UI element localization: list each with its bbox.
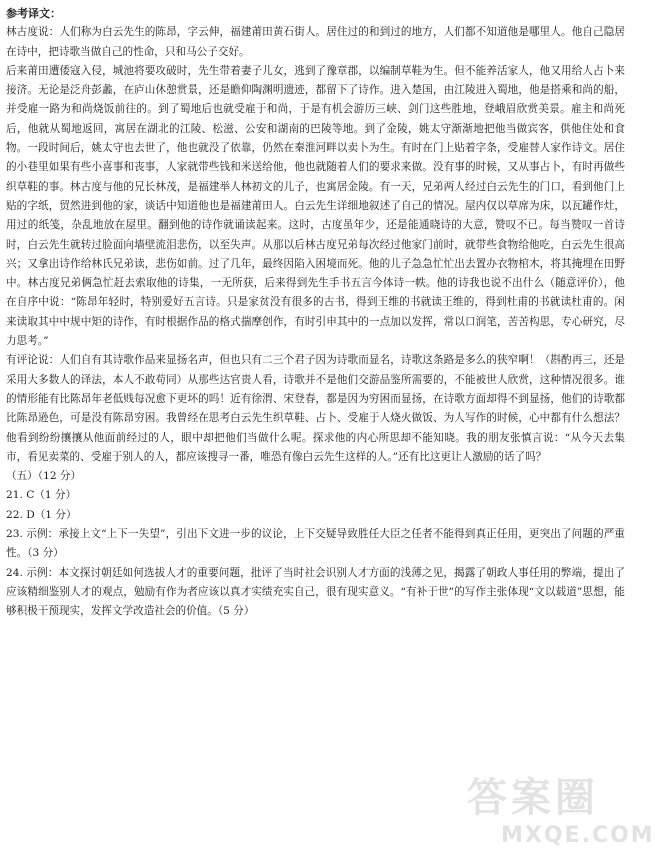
answer-23: 23. 示例：承接上文“上下一失望”，引出下文进一步的议论，上下交疑导致胜任大臣之任者不能得到真正任用，更突出了问题的严重性。（3 分） xyxy=(6,528,625,560)
watermark-logo xyxy=(461,774,655,852)
answer-21: 21. C（1 分） xyxy=(6,489,77,502)
answer-24: 24. 示例：本文探讨朝廷如何选拔人才的重要问题，批评了当时社会识别人才方面的浅薄之见，揭露了朝政人事任用的弊端，提出了应该精细鉴别人才的观点，勉励有作为者应该以真才实绩充实自己，很有现实意义。“有补于世”的写作主张体现“文以载道”思想，能够积极干预现实，发挥文学改造社会的价值。（5 分） xyxy=(6,566,625,618)
translation-paragraph-2: 后来莆田遭倭寇入侵，城池将要攻破时，先生带着妻子儿女，逃到了豫章郡，以编制草鞋为生。但不能养活家人，他又用给人占卜来接济。无论是泛舟彭蠡，在庐山休憩赏景，还是瞻仰陶渊明遗迹，都留下了诗作。进入楚国，由江陵进入蜀地，他是搭乘和尚的船，并受雇一路为和尚烧饭前往的。到了蜀地后也就受雇于和尚，于是有机会游历三峡、剑门这些胜地，登峨眉欣赏美景。雇主和尚死后，他就从蜀地返回，寓居在湖北的江陵、松滋、公安和湖南的巴陵等地。到了金陵，姚太守渐渐地把他当做宾客，供他住处和食物。一段时间后，姚太守也去世了，他也就没了依靠，仍然在秦淮河畔以卖卜为生。有时在门上贴着字条，受雇替人家作诗文。居住的小巷里如果有些小喜事和丧事，人家就带些钱和米送给他，他也就随着人们的要求来做。没有事的时候，又从事占卜，有时再做些织草鞋的事。林古度与他的兄长林茂，是福建举人林初文的儿子，也寓居金陵。有一天，兄弟两人经过白云先生的门口，看到他门上贴的字纸，贸然进到他的家，谈话中知道他也是福建莆田人。白云先生详细地叙述了自己的情况。屋内仅以草席为床，以瓦罐作灶，用过的纸笺，杂乱地放在屋里。翻到他的诗作就诵读起来。这时，古度虽年少，还是能通晓诗的大意，赞叹不已。每当赞叹一首诗时，白云先生就转过脸面向墙壁流泪悲伤，以至失声。从那以后林古度兄弟每次经过他家门前时，就带些食物给他吃，白云先生很高兴；又拿出诗作给林氏兄弟读，悲伤如前。过了几年，最终因陷入困境而死。他的儿子急急忙忙出去置办衣物棺木，将其掩埋在田野中。林古度兄弟俩急忙赶去索取他的诗集，一无所获，后来得到先生手书五言今体诗一帙。他的诗我也说不出什么（随意评价），他在自序中说：“陈昂年轻时，特别爱好五言诗。只是家贫没有很多的古书，得到王维的书就读王维的，得到杜甫的书就读杜甫的。闲来读取其中中规中矩的诗作，有时根据作品的格式揣摩创作，有时引申其中的一点加以发挥，常以口润笔，苦苦构思，专心研究，尽力思考。” xyxy=(6,64,625,348)
watermark-bottom-text: MXQE.COM xyxy=(501,823,655,848)
answer-22: 22. D（1 分） xyxy=(6,508,77,521)
watermark-top-text: 答案圈 xyxy=(467,775,599,821)
translation-paragraph-1: 林古度说：人们称为白云先生的陈昂，字云伸，福建莆田黄石街人。居住过的和到过的地方，人们都不知道他是哪里人。他自己隐居在诗中，把诗歌当做自己的性命，只和马公子交好。 xyxy=(6,26,625,58)
section-label: （五）（12 分） xyxy=(6,470,82,483)
translation-heading: 参考译文： xyxy=(6,7,61,20)
translation-paragraph-3: 有评论说：人们自有其诗歌作品来显扬名声，但也只有二三个君子因为诗歌而显名，诗歌这条路是多么的狭窄啊！（斟酌再三，还是采用大多数人的译法，本人不敢苟同）从那些达官贵人看，诗歌并不是他们交游品鉴所需要的，不能被世人欣赏，这种情况很多。谁的情形能有比陈昂年老低贱每况愈下更坏的吗！近有徐渭、宋登春，都是因为穷困而显扬，在诗歌方面却得不到显扬，他们的诗歌都比陈昂逊色，可是没有陈昂穷困。我曾经在思考白云先生织草鞋、占卜、受雇于人烧火做饭、为人写作的时候，心中都有什么想法？他看到纷纷攘攘从他面前经过的人，眼中却把他们当做什么呢。探求他的内心所思却不能知晓。我的朋友张慎言说：“从今天去集市，看见卖菜的、受雇于别人的人，都应该搜寻一番，唯恐有像白云先生这样的人。”还有比这更让人激励的话了吗？ xyxy=(6,354,625,463)
